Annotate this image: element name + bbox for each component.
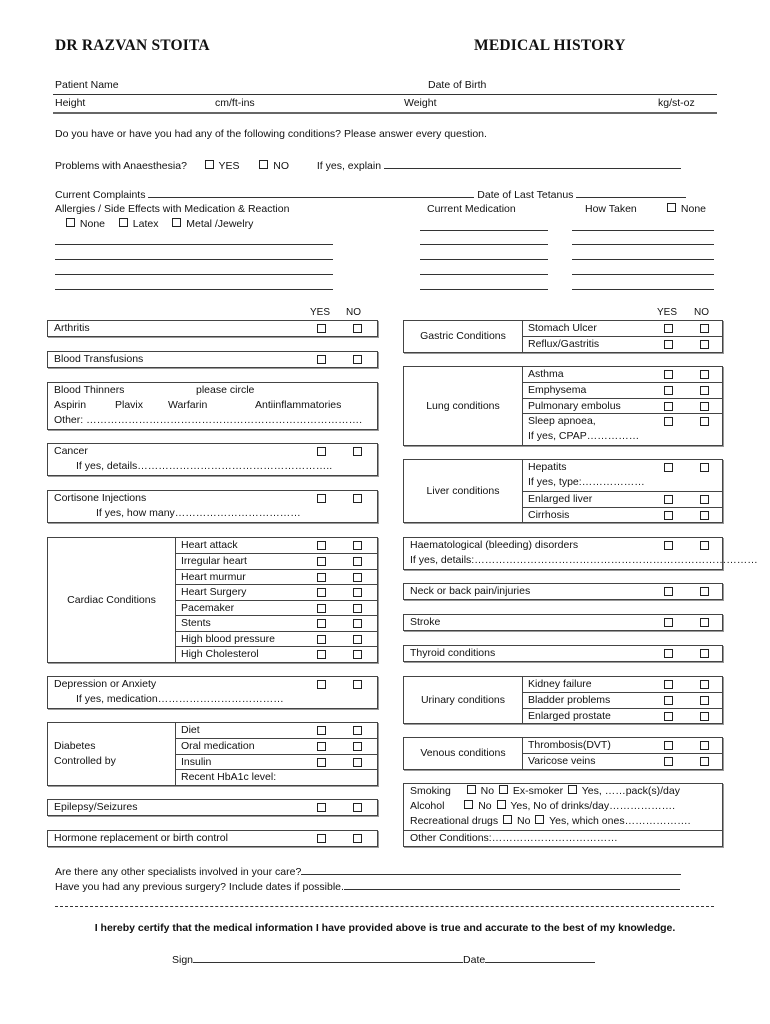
cancer-box [47,443,378,476]
medication-line[interactable] [420,274,548,275]
specialists-field[interactable] [301,864,681,875]
specialists-row [55,864,681,878]
heart-attack-yes-checkbox[interactable] [317,541,326,550]
date-field[interactable] [485,952,595,963]
how-taken-line[interactable] [572,274,714,275]
current-complaints-label: Current Complaints [55,189,146,201]
smoking-packs-field[interactable]: Yes, ……pack(s)/day [581,785,680,797]
venous-item: Thrombosis(DVT) [523,738,722,753]
anaesthesia-row [55,158,681,172]
cardiac-item: Stents [176,615,377,631]
pacemaker-yes-checkbox[interactable] [317,604,326,613]
epilepsy-label: Epilepsy/Seizures [54,801,138,813]
allergy-line[interactable] [55,274,333,275]
how-taken-line[interactable] [572,244,714,245]
venous-conditions-box [403,737,723,770]
liver-caption: Liver conditions [426,484,500,497]
pacemaker-no-checkbox[interactable] [353,604,362,613]
allergy-options: None Latex Metal /Jewelry [64,218,253,230]
anaesthesia-yes-label: YES [218,160,240,172]
cardiac-item: Heart Surgery [176,584,377,600]
heart-attack-no-checkbox[interactable] [353,541,362,550]
diabetes-item: Insulin [176,754,377,770]
diabetes-box [47,722,378,786]
signature-row [172,952,595,966]
drugs-which-field[interactable]: Yes, which ones………………. [549,815,691,827]
cardiac-item: High Cholesterol [176,646,377,662]
medication-line[interactable] [420,289,548,290]
medication-none-checkbox[interactable] [667,203,676,212]
lung-item: Sleep apnoea, If yes, CPAP…………… [523,413,722,445]
depression-yes-checkbox[interactable] [317,680,326,689]
blood-transfusions-yes-checkbox[interactable] [317,355,326,364]
how-taken-line[interactable] [572,230,714,231]
oral-medication-yes-checkbox[interactable] [317,742,326,751]
cancer-details-field[interactable]: If yes, details……………………………………………….. [76,460,333,472]
current-complaints-field[interactable] [148,187,474,198]
cpap-field[interactable]: If yes, CPAP…………… [528,430,640,442]
diabetes-item: Diet [176,723,377,738]
asthma-no-checkbox[interactable] [700,370,709,379]
liver-item: Enlarged liver [523,491,722,507]
cardiac-item: Heart murmur [176,569,377,585]
arthritis-row [47,320,378,337]
anaesthesia-no-label: NO [273,160,290,172]
blood-transfusions-no-checkbox[interactable] [353,355,362,364]
haematological-yes-checkbox[interactable] [664,541,673,550]
depression-medication-field[interactable]: If yes, medication……………………………… [76,693,284,705]
signature-field[interactable] [193,952,463,963]
diabetes-item: Oral medication [176,738,377,754]
kidney-failure-yes-checkbox[interactable] [664,680,673,689]
arthritis-no-checkbox[interactable] [353,324,362,333]
enlarged-liver-no-checkbox[interactable] [700,495,709,504]
irregular-heart-no-checkbox[interactable] [353,557,362,566]
stomach-ulcer-no-checkbox[interactable] [700,324,709,333]
kidney-failure-no-checkbox[interactable] [700,680,709,689]
weight-unit: kg/st-oz [658,97,695,109]
cortisone-howmany-field[interactable]: If yes, how many……………………………… [96,507,301,519]
drugs-label: Recreational drugs [410,815,499,827]
tetanus-label: Date of Last Tetanus [477,189,574,201]
pulmonary-embolus-no-checkbox[interactable] [700,402,709,411]
oral-medication-no-checkbox[interactable] [353,742,362,751]
haematological-label: Haematological (bleeding) disorders [410,539,579,551]
surgery-row [55,879,680,893]
date-label: Date [463,954,486,966]
medication-line[interactable] [420,244,548,245]
medication-line[interactable] [420,230,548,231]
anaesthesia-no-checkbox[interactable] [259,160,268,169]
right-no-header: NO [694,307,709,318]
left-yes-header: YES [310,307,331,318]
sleep-apnoea-no-checkbox[interactable] [700,417,709,426]
allergy-latex-checkbox[interactable] [119,218,128,227]
sleep-apnoea-yes-checkbox[interactable] [664,417,673,426]
drugs-no-checkbox[interactable] [503,815,512,824]
sign-label: Sign [172,954,194,966]
gastric-conditions-box [403,320,723,353]
irregular-heart-yes-checkbox[interactable] [317,557,326,566]
medication-line[interactable] [420,259,548,260]
enlarged-prostate-yes-checkbox[interactable] [664,712,673,721]
option-warfarin[interactable]: Warfarin [168,399,208,411]
allergies-label: Allergies / Side Effects with Medication & Reaction [55,203,290,215]
smoking-ex-checkbox[interactable] [499,785,508,794]
thyroid-label: Thyroid conditions [410,647,496,659]
other-conditions-field[interactable]: Other Conditions:……………………………… [410,832,618,844]
bladder-problems-yes-checkbox[interactable] [664,696,673,705]
patient-name-label: Patient Name [55,79,119,91]
lung-conditions-box [403,366,723,446]
cirrhosis-no-checkbox[interactable] [700,511,709,520]
depression-box [47,676,378,709]
cardiac-conditions-box [47,537,378,663]
venous-caption: Venous conditions [420,747,506,759]
emphysema-yes-checkbox[interactable] [664,386,673,395]
depression-label: Depression or Anxiety [54,678,157,690]
liver-item: Hepatits If yes, type:……………… [523,460,722,491]
diabetes-caption: Diabetes [54,740,96,752]
stents-no-checkbox[interactable] [353,619,362,628]
how-taken-label: How Taken [585,203,637,215]
cirrhosis-yes-checkbox[interactable] [664,511,673,520]
gastric-caption: Gastric Conditions [420,330,506,342]
option-aspirin[interactable]: Aspirin [54,399,87,411]
heart-murmur-no-checkbox[interactable] [353,573,362,582]
depression-no-checkbox[interactable] [353,680,362,689]
current-medication-label: Current Medication [427,203,516,215]
allergy-none-checkbox[interactable] [66,218,75,227]
blood-thinners-label: Blood Thinners [54,384,125,396]
surgery-extra-line[interactable] [55,906,714,907]
explain-field[interactable] [384,158,681,169]
hormone-row [47,830,378,847]
haematological-details-field[interactable]: If yes, details:……………………………………………………………………… [410,554,758,566]
pulmonary-embolus-yes-checkbox[interactable] [664,402,673,411]
doctor-name: DR RAZVAN STOITA [55,37,210,54]
hormone-yes-checkbox[interactable] [317,834,326,843]
neck-back-yes-checkbox[interactable] [664,587,673,596]
cancer-no-checkbox[interactable] [353,447,362,456]
blood-transfusions-row [47,351,378,368]
weight-label: Weight [404,97,437,109]
tetanus-field[interactable] [576,187,686,198]
high-blood-pressure-yes-checkbox[interactable] [317,635,326,644]
stomach-ulcer-yes-checkbox[interactable] [664,324,673,333]
diet-no-checkbox[interactable] [353,726,362,735]
hormone-no-checkbox[interactable] [353,834,362,843]
smoking-no-checkbox[interactable] [467,785,476,794]
neck-back-label: Neck or back pain/injuries [410,585,531,597]
cardiac-item: Irregular heart [176,553,377,569]
bladder-problems-no-checkbox[interactable] [700,696,709,705]
cardiac-item: Pacemaker [176,600,377,616]
cancer-yes-checkbox[interactable] [317,447,326,456]
medication-none-option: None [665,203,706,215]
option-antiinflammatories[interactable]: Antiinflammatories [255,399,342,411]
dob-label: Date of Birth [428,79,487,91]
liver-conditions-box [403,459,723,523]
cardiac-caption: Cardiac Conditions [67,593,156,606]
insulin-yes-checkbox[interactable] [317,758,326,767]
cancer-label: Cancer [54,445,88,457]
cortisone-label: Cortisone Injections [54,492,147,504]
allergy-line[interactable] [55,259,333,260]
how-taken-line[interactable] [572,289,714,290]
heart-surgery-yes-checkbox[interactable] [317,588,326,597]
anaesthesia-label: Problems with Anaesthesia? [55,160,187,172]
stents-yes-checkbox[interactable] [317,619,326,628]
alcohol-no-checkbox[interactable] [464,800,473,809]
hba1c-field[interactable]: Recent HbA1c level: [176,769,377,785]
height-label: Height [55,97,86,109]
reflux-no-checkbox[interactable] [700,340,709,349]
thrombosis-yes-checkbox[interactable] [664,741,673,750]
thrombosis-no-checkbox[interactable] [700,741,709,750]
stroke-no-checkbox[interactable] [700,618,709,627]
insulin-no-checkbox[interactable] [353,758,362,767]
stroke-yes-checkbox[interactable] [664,618,673,627]
heart-surgery-no-checkbox[interactable] [353,588,362,597]
smoking-yes-checkbox[interactable] [568,785,577,794]
height-weight-line[interactable] [53,112,717,114]
gastric-item: Reflux/Gastritis [523,336,722,352]
smoking-label: Smoking [410,785,451,797]
allergy-metal-checkbox[interactable] [172,218,181,227]
urinary-item: Enlarged prostate [523,708,722,724]
arthritis-yes-checkbox[interactable] [317,324,326,333]
diet-yes-checkbox[interactable] [317,726,326,735]
lung-item: Pulmonary embolus [523,398,722,414]
lung-item: Emphysema [523,382,722,398]
haematological-no-checkbox[interactable] [700,541,709,550]
how-taken-line[interactable] [572,259,714,260]
intro-question: Do you have or have you had any of the following conditions? Please answer every question. [55,128,487,140]
stroke-label: Stroke [410,616,441,628]
urinary-caption: Urinary conditions [420,693,506,706]
stroke-row [403,614,723,631]
thyroid-row [403,645,723,662]
lung-item: Asthma [523,367,722,382]
neck-back-row [403,583,723,600]
urinary-conditions-box [403,676,723,724]
blood-thinners-box [47,382,378,430]
lifestyle-box: Smoking No Ex-smoker Yes, ……pack(s)/day Alcohol No Yes, No of drinks/day………………. Recreational drugs No Yes, which ones………………. Other Conditions:……………………………… [403,783,723,847]
drugs-yes-checkbox[interactable] [535,815,544,824]
diabetes-controlled-by: Controlled by [54,755,116,767]
complaints-row [55,187,686,201]
arthritis-label: Arthritis [54,322,90,334]
alcohol-yes-checkbox[interactable] [497,800,506,809]
epilepsy-no-checkbox[interactable] [353,803,362,812]
urinary-item: Kidney failure [523,677,722,692]
hormone-label: Hormone replacement or birth control [54,832,228,844]
heart-murmur-yes-checkbox[interactable] [317,573,326,582]
certification-statement: I hereby certify that the medical information I have provided above is true and accurate to the best of my knowledge. [94,922,676,934]
varicose-veins-no-checkbox[interactable] [700,757,709,766]
left-no-header: NO [346,307,361,318]
cortisone-no-checkbox[interactable] [353,494,362,503]
anaesthesia-yes-checkbox[interactable] [205,160,214,169]
please-circle-note: please circle [196,384,255,396]
blood-transfusions-label: Blood Transfusions [54,353,144,365]
high-blood-pressure-no-checkbox[interactable] [353,635,362,644]
allergy-line[interactable] [55,244,333,245]
enlarged-liver-yes-checkbox[interactable] [664,495,673,504]
alcohol-drinks-field[interactable]: Yes, No of drinks/day………………. [510,800,676,812]
urinary-item: Bladder problems [523,692,722,708]
reflux-yes-checkbox[interactable] [664,340,673,349]
surgery-field[interactable] [344,879,680,890]
high-cholesterol-no-checkbox[interactable] [353,650,362,659]
thyroid-no-checkbox[interactable] [700,649,709,658]
surgery-label: Have you had any previous surgery? Include dates if possible. [55,881,344,893]
epilepsy-row [47,799,378,816]
liver-item: Cirrhosis [523,507,722,523]
cortisone-box [47,490,378,523]
cardiac-item: High blood pressure [176,631,377,647]
emphysema-no-checkbox[interactable] [700,386,709,395]
lung-caption: Lung conditions [426,399,500,412]
high-cholesterol-yes-checkbox[interactable] [317,650,326,659]
thyroid-yes-checkbox[interactable] [664,649,673,658]
patient-name-line[interactable] [53,94,717,95]
varicose-veins-yes-checkbox[interactable] [664,757,673,766]
epilepsy-yes-checkbox[interactable] [317,803,326,812]
enlarged-prostate-no-checkbox[interactable] [700,712,709,721]
right-yes-header: YES [657,307,678,318]
height-unit: cm/ft-ins [215,97,255,109]
explain-label: If yes, explain [316,160,382,172]
blood-thinners-other[interactable]: Other: ……………………………………………………………………. [54,414,363,426]
cortisone-yes-checkbox[interactable] [317,494,326,503]
allergy-line[interactable] [55,289,333,290]
hepatitis-type-field[interactable]: If yes, type:……………… [528,476,645,488]
gastric-item: Stomach Ulcer [523,321,722,336]
venous-item: Varicose veins [523,753,722,769]
haematological-box [403,537,758,570]
asthma-yes-checkbox[interactable] [664,370,673,379]
specialists-label: Are there any other specialists involved in your care? [55,866,302,878]
form-title: MEDICAL HISTORY [474,37,626,54]
neck-back-no-checkbox[interactable] [700,587,709,596]
cardiac-item: Heart attack [176,538,377,553]
option-plavix[interactable]: Plavix [115,399,144,411]
alcohol-label: Alcohol [410,800,445,812]
hepatitis-yes-checkbox[interactable] [664,463,673,472]
hepatitis-no-checkbox[interactable] [700,463,709,472]
